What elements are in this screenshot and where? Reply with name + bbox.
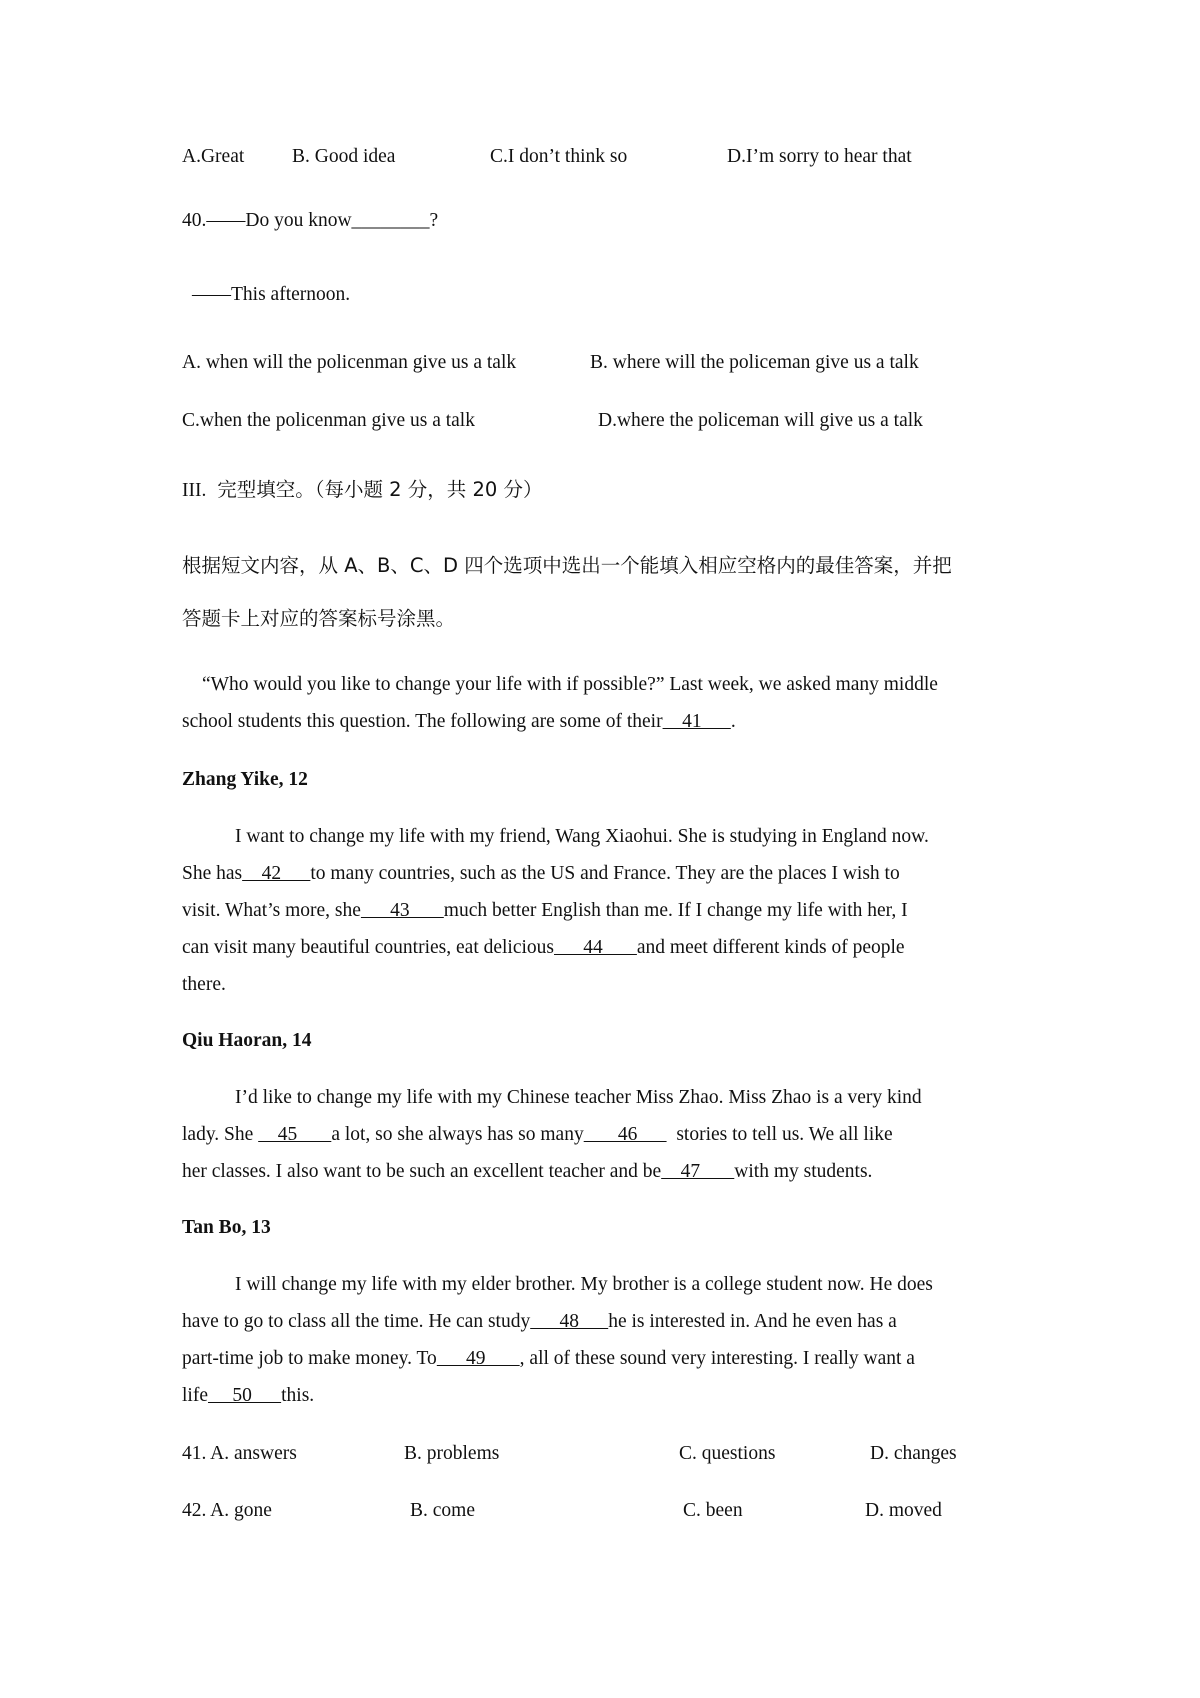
zhang-line3-b: much better English than me. If I change my life with her, I [443,900,908,921]
tan-line3 [182,1348,915,1370]
qiu-line1: I’d like to change my life with my Chinese teacher Miss Zhao. Miss Zhao is a very kind [235,1087,922,1108]
q40-prompt-text: 40.——Do you know [182,210,352,231]
q42-option-c: C. been [683,1500,743,1521]
q42-option-d: D. moved [865,1500,942,1521]
q40-blank: ________ [351,210,430,231]
q42-option-b: B. come [410,1500,475,1521]
blank-41: 41 [662,711,731,732]
speaker-qiu-haoran: Qiu Haoran, 14 [182,1030,312,1051]
passage-intro-period: . [730,711,736,732]
tan-line4-b: this. [281,1385,315,1406]
tan-line3-a: part-time job to make money. To [182,1348,437,1369]
q40-option-d: D.where the policeman will give us a talk [598,410,923,431]
q41-option-b: B. problems [404,1443,500,1464]
qiu-line3-b: with my students. [734,1161,873,1182]
passage-intro-line1: “Who would you like to change your life with if possible?” Last week, we asked many middle [202,674,938,695]
blank-49: 49 [436,1348,520,1369]
qiu-line2-a: lady. She [182,1124,259,1145]
section3-heading [182,474,543,502]
qiu-line2-c: stories to tell us. We all like [666,1124,893,1145]
blank-43: 43 [360,900,444,921]
section3-instruction-line1: 根据短文内容，从 A、B、C、D 四个选项中选出一个能填入相应空格内的最佳答案，并把 [182,554,952,577]
tan-line2-a: have to go to class all the time. He can study [182,1311,531,1332]
tan-line1: I will change my life with my elder brother. My brother is a college student now. He does [235,1274,933,1295]
section3-instruction-line2: 答题卡上对应的答案标号涂黑。 [182,607,456,630]
zhang-line4-b: and meet different kinds of people [636,937,905,958]
q39-option-a: A.Great [182,146,245,167]
qiu-line3-a: her classes. I also want to be such an excellent teacher and be [182,1161,662,1182]
q40-option-a: A. when will the policenman give us a talk [182,352,517,373]
blank-45: 45 [258,1124,332,1145]
passage-intro-text: school students this question. The following are some of their [182,711,663,732]
section3-heading-roman: III. [182,480,207,501]
zhang-line2-a: She has [182,863,243,884]
zhang-line5: there. [182,974,226,995]
qiu-line2 [182,1124,893,1146]
zhang-line3-a: visit. What’s more, she [182,900,361,921]
zhang-line4 [182,937,905,959]
tan-line4-a: life [182,1385,208,1406]
speaker-zhang-yike: Zhang Yike, 12 [182,769,308,790]
q41-option-d: D. changes [870,1443,957,1464]
qiu-line2-b: a lot, so she always has so many [331,1124,584,1145]
blank-50: 50 [207,1385,282,1406]
q39-option-b: B. Good idea [292,146,396,167]
blank-46: 46 [583,1124,667,1145]
tan-line4 [182,1385,314,1407]
speaker-tan-bo: Tan Bo, 13 [182,1217,271,1238]
passage-intro-line2 [182,711,736,733]
blank-42: 42 [242,863,311,884]
q41-option-c: C. questions [679,1443,776,1464]
tan-line2-b: he is interested in. And he even has a [608,1311,897,1332]
q40-question-mark: ? [429,210,439,231]
zhang-line4-a: can visit many beautiful countries, eat delicious [182,937,555,958]
zhang-line3 [182,900,908,922]
q39-option-d: D.I’m sorry to hear that [727,146,912,167]
blank-47: 47 [661,1161,735,1182]
section3-heading-cn: 完型填空。（每小题 2 分，共 20 分） [217,478,543,501]
q41-option-a: 41. A. answers [182,1443,297,1464]
tan-line3-b: , all of these sound very interesting. I really want a [519,1348,915,1369]
zhang-line2-b: to many countries, such as the US and France. They are the places I wish to [310,863,900,884]
q40-option-b: B. where will the policeman give us a talk [590,352,919,373]
q40-reply: ——This afternoon. [192,284,351,305]
q40-prompt [182,210,438,232]
q39-option-c: C.I don’t think so [490,146,628,167]
blank-44: 44 [554,937,637,958]
blank-48: 48 [530,1311,609,1332]
tan-line2 [182,1311,897,1333]
zhang-line1: I want to change my life with my friend, Wang Xiaohui. She is studying in England now. [235,826,929,847]
zhang-line2 [182,863,900,885]
q42-option-a: 42. A. gone [182,1500,272,1521]
qiu-line3 [182,1161,872,1183]
q40-option-c: C.when the policenman give us a talk [182,410,475,431]
